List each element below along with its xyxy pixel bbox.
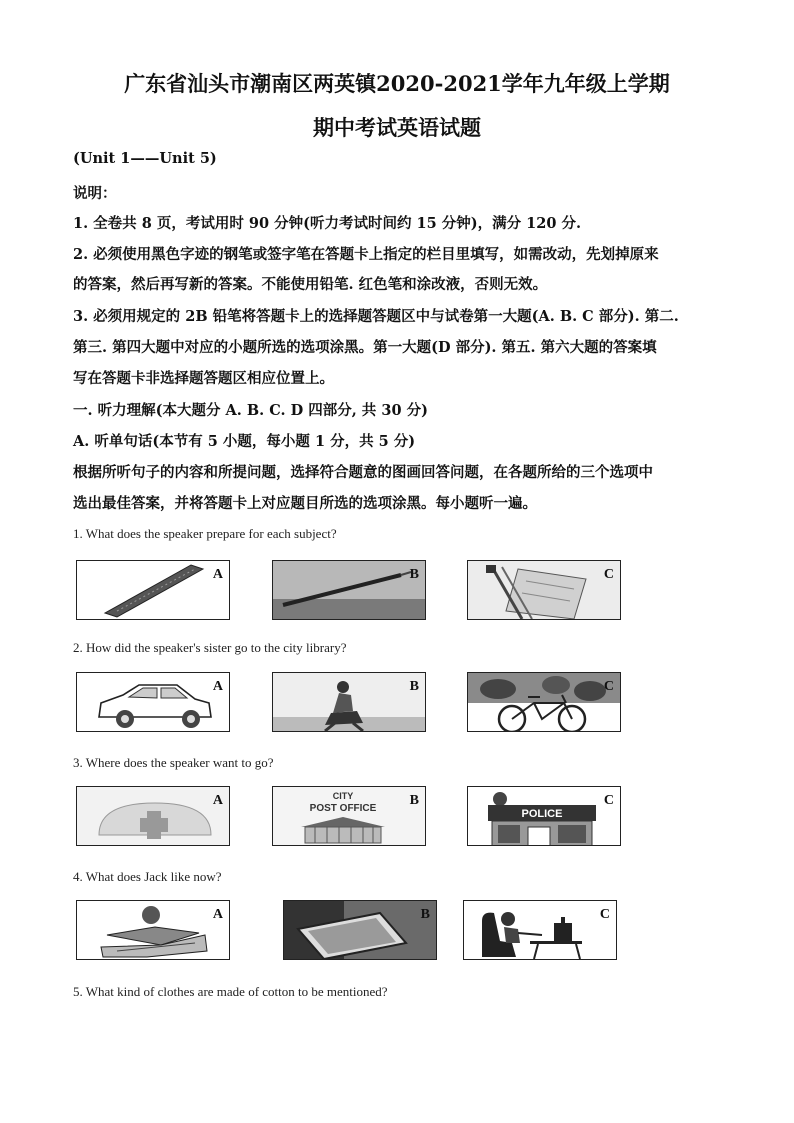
q1-option-a[interactable] — [76, 560, 230, 620]
question-3: 3. Where does the speaker want to go? — [73, 755, 274, 770]
ruler-image — [77, 561, 230, 620]
police-station-image — [468, 787, 621, 846]
q2-option-a[interactable] — [76, 672, 230, 732]
instruction-line-2: 选出最佳答案，并将答题卡上对应题目所选的选项涂黑。每小题听一遍。 — [73, 495, 537, 512]
notebook-image — [468, 561, 621, 620]
option-letter: C — [599, 907, 610, 922]
hospital-image — [77, 787, 230, 846]
option-letter: A — [212, 567, 223, 582]
bicycle-image — [468, 673, 621, 732]
q3-option-c[interactable] — [467, 786, 621, 846]
police-sign: POLICE — [521, 808, 563, 820]
post-office-sign: POST OFFICE — [309, 803, 377, 814]
q1-option-c[interactable] — [467, 560, 621, 620]
walking-girl-image — [273, 673, 426, 732]
note-3-line-2: 第三. 第四大题中对应的小题所选的选项涂黑。第一大题(D 部分). 第五. 第六大题的答案填 — [73, 339, 657, 356]
option-letter: B — [409, 793, 419, 808]
instruction-line-1: 根据所听句子的内容和所提问题，选择符合题意的图画回答问题，在各题所给的三个选项中 — [73, 464, 653, 481]
q4-option-b[interactable] — [283, 900, 437, 960]
reading-image — [77, 901, 230, 960]
option-letter: A — [212, 907, 223, 922]
tablet-image — [284, 901, 437, 960]
q4-option-c[interactable] — [463, 900, 617, 960]
question-1: 1. What does the speaker prepare for each subject? — [73, 526, 337, 541]
q1-option-b[interactable] — [272, 560, 426, 620]
option-letter: C — [603, 679, 614, 694]
option-letter: A — [212, 793, 223, 808]
question-5: 5. What kind of clothes are made of cotton to be mentioned? — [73, 984, 388, 999]
part-a-heading: A. 听单句话(本节有 5 小题，每小题 1 分，共 5 分) — [73, 433, 416, 450]
notes-label: 说明： — [73, 185, 117, 202]
q3-option-b[interactable] — [272, 786, 426, 846]
q3-option-a[interactable] — [76, 786, 230, 846]
option-letter: B — [409, 679, 419, 694]
option-letter: B — [409, 567, 419, 582]
post-office-image — [273, 787, 426, 846]
computer-image — [464, 901, 617, 960]
option-letter: C — [603, 567, 614, 582]
option-letter: C — [603, 793, 614, 808]
exam-subtitle: 期中考试英语试题 — [313, 115, 481, 140]
q4-option-a[interactable] — [76, 900, 230, 960]
q2-option-c[interactable] — [467, 672, 621, 732]
exam-title: 广东省汕头市潮南区两英镇2020-2021学年九年级上学期 — [124, 71, 670, 96]
car-image — [77, 673, 230, 732]
note-1: 1. 全卷共 8 页，考试用时 90 分钟(听力考试时间约 15 分钟)，满分 120 分. — [73, 215, 582, 232]
section-1-heading: 一. 听力理解(本大题分 A. B. C. D 四部分, 共 30 分) — [73, 402, 428, 419]
question-4: 4. What does Jack like now? — [73, 869, 222, 884]
note-3-line-1: 3. 必须用规定的 2B 铅笔将答题卡上的选择题答题区中与试卷第一大题(A. B. C 部分). 第二. — [73, 308, 679, 325]
note-2-line-1: 2. 必须使用黑色字迹的钢笔或签字笔在答题卡上指定的栏目里填写，如需改动，先划掉原来 — [73, 246, 659, 263]
pen-image — [273, 561, 426, 620]
option-letter: B — [420, 907, 430, 922]
option-letter: A — [212, 679, 223, 694]
note-2-line-2: 的答案，然后再写新的答案。不能使用铅笔. 红色笔和涂改液，否则无效。 — [73, 276, 548, 293]
note-3-line-3: 写在答题卡非选择题答题区相应位置上。 — [73, 370, 334, 387]
question-2: 2. How did the speaker's sister go to the city library? — [73, 640, 347, 655]
post-office-sign-top: CITY — [332, 791, 354, 801]
q2-option-b[interactable] — [272, 672, 426, 732]
unit-range: (Unit 1——Unit 5) — [73, 150, 217, 167]
